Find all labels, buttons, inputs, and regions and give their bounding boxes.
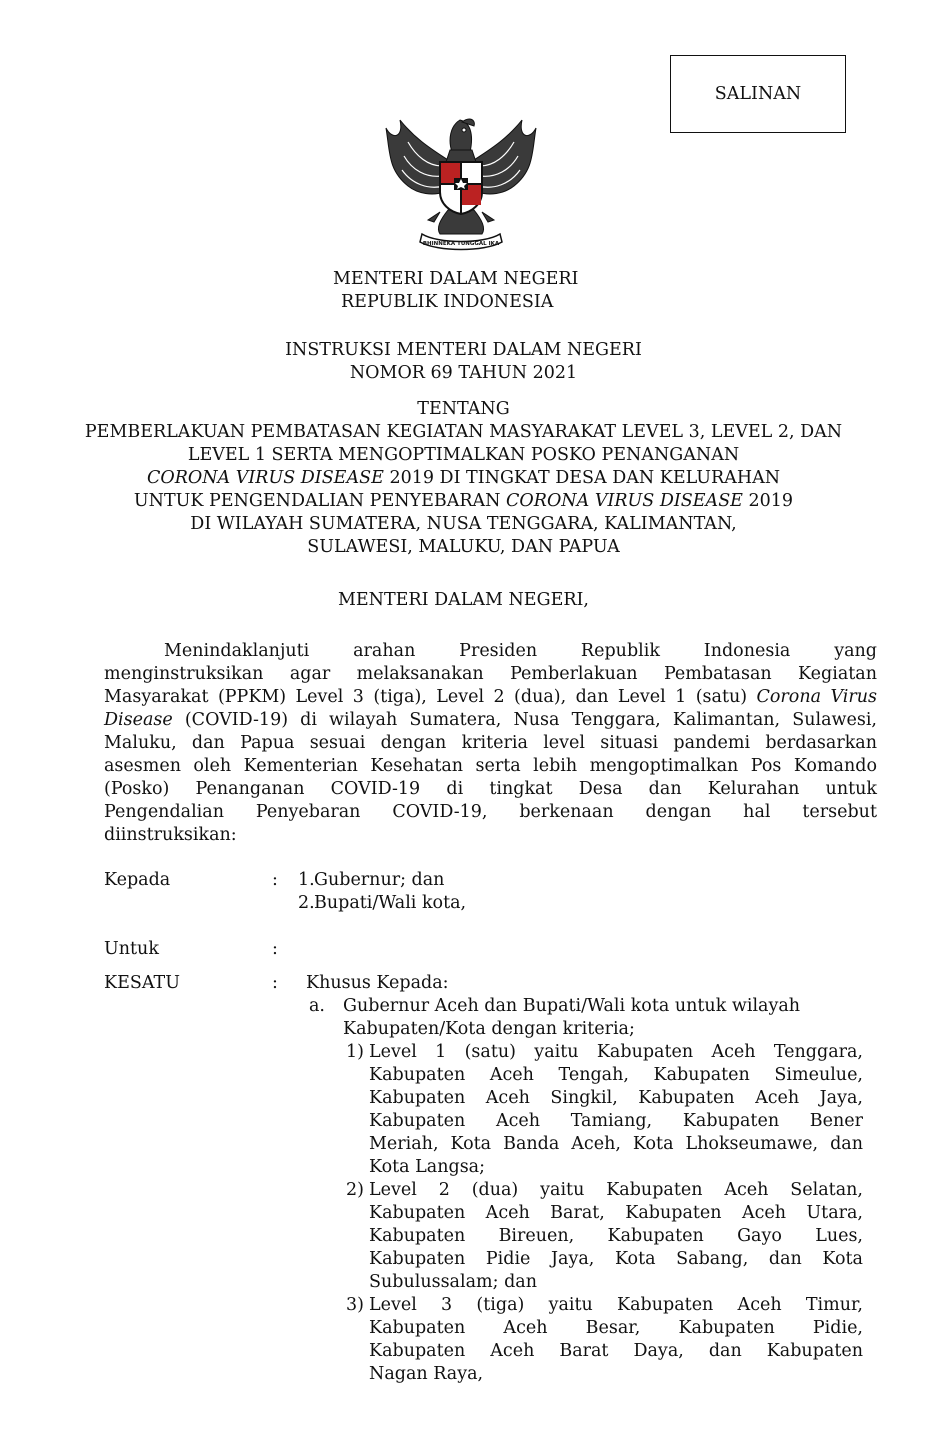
about-line-3	[0, 467, 927, 490]
untuk-label: Untuk	[104, 939, 159, 959]
preamble-line-3	[104, 686, 877, 709]
kesatu-a-line-2: Kabupaten/Kota dengan kriteria;	[343, 1019, 635, 1039]
level-2-line: Kabupaten Aceh Barat, Kabupaten Aceh Utara,	[369, 1203, 863, 1223]
preamble-line-6: asesmen oleh Kementerian Kesehatan serta lebih mengoptimalkan Pos Komando	[104, 756, 877, 776]
level-1-text	[369, 1041, 863, 1179]
level-1-line: Kabupaten Aceh Singkil, Kabupaten Aceh Jaya,	[369, 1088, 863, 1108]
preamble-line-2: menginstruksikan agar melaksanakan Pemberlakuan Pembatasan Kegiatan	[104, 664, 877, 684]
about-label: TENTANG	[417, 399, 510, 419]
preamble-line-5: Maluku, dan Papua sesuai dengan kriteria level situasi pandemi berdasarkan	[104, 733, 877, 753]
kepada-label: Kepada	[104, 870, 171, 890]
about-line-4-post: 2019	[742, 491, 794, 511]
kepada-item-1-num: 1.	[298, 870, 315, 890]
level-3-num: 3)	[346, 1295, 364, 1315]
level-1-line: Kabupaten Aceh Tamiang, Kabupaten Bener	[369, 1111, 863, 1131]
header-line-1: MENTERI DALAM NEGERI	[333, 269, 579, 289]
level-3-line: Kabupaten Aceh Besar, Kabupaten Pidie,	[369, 1318, 863, 1338]
level-3-line: Nagan Raya,	[369, 1364, 484, 1384]
emblem-motto: BHINNEKA TUNGGAL IKA	[422, 241, 500, 247]
level-1-line: Level 1 (satu) yaitu Kabupaten Aceh Tenggara,	[369, 1042, 863, 1062]
kesatu-a-line-1: Gubernur Aceh dan Bupati/Wali kota untuk wilayah	[343, 996, 801, 1016]
about-line-3-rest: 2019 DI TINGKAT DESA DAN KELURAHAN	[383, 468, 781, 488]
preamble-line-1: Menindaklanjuti arahan Presiden Republik Indonesia yang	[164, 641, 877, 661]
preamble-line-4	[104, 709, 877, 732]
kesatu-a-letter: a.	[309, 996, 325, 1016]
untuk-colon: :	[272, 939, 278, 959]
about-line-4-italic: CORONA VIRUS DISEASE	[506, 491, 743, 511]
preamble-line-3-italic: Corona Virus	[756, 687, 877, 707]
preamble-line-4-rest: (COVID-19) di wilayah Sumatera, Nusa Tenggara, Kalimantan, Sulawesi,	[172, 710, 877, 730]
kesatu-colon: :	[272, 973, 278, 993]
about-line-1: PEMBERLAKUAN PEMBATASAN KEGIATAN MASYARAKAT LEVEL 3, LEVEL 2, DAN	[84, 422, 843, 442]
kepada-item-2-num: 2.	[298, 893, 315, 913]
preamble-paragraph	[104, 640, 877, 847]
header-line-2: REPUBLIK INDONESIA	[341, 292, 554, 312]
kesatu-label: KESATU	[104, 973, 180, 993]
preamble-line-3-pre: Masyarakat (PPKM) Level 3 (tiga), Level 2 (dua), dan Level 1 (satu)	[104, 687, 757, 707]
kepada-colon: :	[272, 870, 278, 890]
level-2-line: Kabupaten Pidie Jaya, Kota Sabang, dan Kota	[369, 1249, 863, 1269]
level-1-line: Meriah, Kota Banda Aceh, Kota Lhokseumawe, dan	[369, 1134, 863, 1154]
level-3-line: Kabupaten Aceh Barat Daya, dan Kabupaten	[369, 1341, 863, 1361]
level-2-num: 2)	[346, 1180, 364, 1200]
instruction-number: NOMOR 69 TAHUN 2021	[349, 363, 578, 383]
minister-title: MENTERI DALAM NEGERI,	[337, 590, 589, 610]
kepada-item-2-text: Bupati/Wali kota,	[314, 893, 467, 913]
preamble-line-9: diinstruksikan:	[104, 825, 237, 845]
level-2-line: Level 2 (dua) yaitu Kabupaten Aceh Selatan,	[369, 1180, 863, 1200]
level-3-line: Level 3 (tiga) yaitu Kabupaten Aceh Timur,	[369, 1295, 863, 1315]
preamble-line-7: (Posko) Penanganan COVID-19 di tingkat Desa dan Kelurahan untuk	[104, 779, 877, 799]
garuda-pancasila-emblem-icon	[378, 100, 544, 252]
about-line-4	[0, 490, 927, 513]
preamble-line-8: Pengendalian Penyebaran COVID-19, berkenaan dengan hal tersebut	[104, 802, 877, 822]
level-3-text	[369, 1294, 863, 1386]
about-line-2: LEVEL 1 SERTA MENGOPTIMALKAN POSKO PENANGANAN	[187, 445, 740, 465]
kepada-item-1-text: Gubernur; dan	[314, 870, 445, 890]
level-1-line: Kota Langsa;	[369, 1157, 486, 1177]
level-1-num: 1)	[346, 1042, 364, 1062]
preamble-line-4-italic: Disease	[104, 710, 173, 730]
level-2-text	[369, 1179, 863, 1294]
salinan-label: SALINAN	[714, 83, 802, 104]
salinan-stamp	[670, 55, 846, 133]
about-line-5: DI WILAYAH SUMATERA, NUSA TENGGARA, KALIMANTAN,	[190, 514, 737, 534]
about-line-4-pre: UNTUK PENGENDALIAN PENYEBARAN	[133, 491, 507, 511]
level-1-line: Kabupaten Aceh Tengah, Kabupaten Simeulue,	[369, 1065, 863, 1085]
level-2-line: Subulussalam; dan	[369, 1272, 537, 1292]
about-line-3-italic: CORONA VIRUS DISEASE	[146, 468, 384, 488]
instruction-title: INSTRUKSI MENTERI DALAM NEGERI	[285, 340, 642, 360]
level-2-line: Kabupaten Bireuen, Kabupaten Gayo Lues,	[369, 1226, 863, 1246]
about-line-6: SULAWESI, MALUKU, DAN PAPUA	[307, 537, 620, 557]
kesatu-heading: Khusus Kepada:	[306, 973, 449, 993]
